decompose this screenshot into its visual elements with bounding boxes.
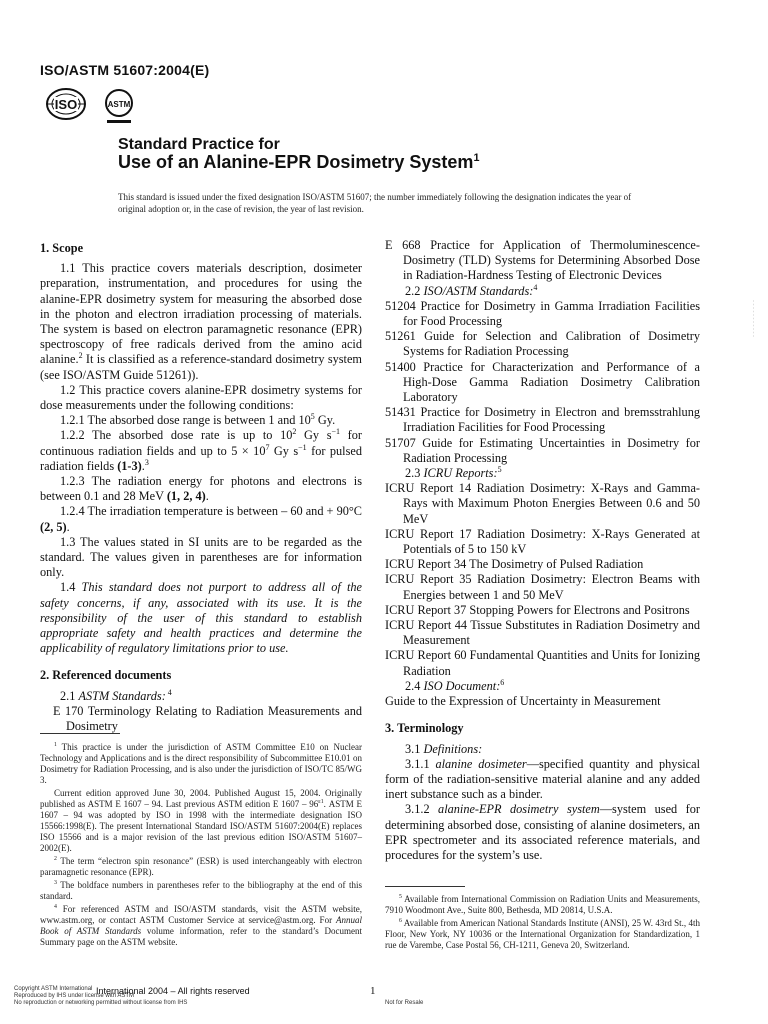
ref-icru-34: ICRU Report 34 The Dosimetry of Pulsed Radiation: [385, 557, 644, 572]
title-footnote-ref: 1: [473, 152, 480, 164]
footnote-5: $^5$ Available from International Commission on Radiation Units and Measurements, 7910 Woodmont Ave., Suite 800, Bethesda, MD 20814, U.S.A.: [385, 894, 700, 915]
astm-logo-text: ASTM: [107, 100, 131, 109]
designation-notice: This standard is issued under the fixed designation ISO/ASTM 51607; the number immediately following the designation indicates the year of original adoption or, in the case of revision, the year of last revision.: [118, 192, 632, 214]
footnote-rule-left: [40, 733, 120, 734]
ref-icru-14: ICRU Report 14 Radiation Dosimetry: X-Rays and Gamma-Rays with Maximum Photon Energies Between 0.6 and 50 MeV: [385, 481, 700, 526]
iso-logo-text: ISO: [54, 97, 78, 112]
ref-icru-44: ICRU Report 44 Tissue Substitutes in Radiation Dosimetry and Measurement: [385, 618, 700, 648]
footnote-rule-right: [385, 886, 465, 887]
copyright-line: International 2004 – All rights reserved: [96, 986, 250, 996]
left-column: [40, 238, 362, 734]
ref-51204: 51204 Practice for Dosimetry in Gamma Irradiation Facilities for Food Processing: [385, 298, 700, 329]
footnote-3: $^3$ The boldface numbers in parentheses refer to the bibliography at the end of this standard.: [40, 880, 362, 901]
document-designation: ISO/ASTM 51607:2004(E): [40, 62, 210, 78]
para-3-1-1: 3.1.1 alanine dosimeter—specified quantity and physical form of the radiation-sensitive material alanine and any added inert substance such as a binder.: [385, 756, 700, 802]
para-3-1-2: 3.1.2 alanine-EPR dosimetry system—system used for determining absorbed dose, consisting of alanine dosimeters, an EPR spectrometer and its associated reference materials, and procedures for the system’s use.: [385, 802, 700, 862]
para-1-2-1: 1.2.1 The absorbed dose range is between 1 and $10^5$ Gy.: [60, 412, 336, 428]
footnote-1: $^1$ This practice is under the jurisdiction of ASTM Committee E10 on Nuclear Technology and Applications and is the direct responsibility of Subcommittee E10.01 on Dosimetry for Radiation Processing, and is also under the jurisdiction of ISO/TC 85/WG 3.: [40, 742, 362, 785]
para-1-2-2: 1.2.2 The absorbed dose rate is up to $10^2$ Gy $s^{-1}$ for continuous radiation fields and up to $5 \times 10^7$ Gy $s^{-1}$ for pulsed radiation fields (1-3).$^3$: [40, 427, 362, 473]
footnotes-right: [385, 894, 700, 953]
ref-51400: 51400 Practice for Characterization and Performance of a High-Dose Gamma Radiation Dosimetry Calibration Laboratory: [385, 359, 700, 405]
astm-logo: [104, 86, 148, 122]
para-2-3: 2.3 ICRU Reports:$^5$: [405, 464, 502, 481]
ref-iso-guide: Guide to the Expression of Uncertainty in Measurement: [385, 694, 661, 709]
footnote-2: $^2$ The term “electron spin resonance” (ESR) is used interchangeably with electron paramagnetic resonance (EPR).: [40, 856, 362, 877]
not-for-resale: Not for Resale: [385, 1000, 424, 1006]
section-2-heading: 2. Referenced documents: [40, 668, 172, 683]
ref-icru-35: ICRU Report 35 Radiation Dosimetry: Electron Beams with Energies between 1 and 50 MeV: [385, 572, 700, 602]
para-3-1: 3.1 Definitions:: [405, 741, 483, 756]
license-notice: Copyright ASTM International Reproduced by IHS under license with ASTM No reproduction or networking permitted without license from IHS: [14, 986, 188, 1006]
para-1-2-3: 1.2.3 The radiation energy for photons and electrons is between 0.1 and 28 MeV (1, 2, 4).: [40, 474, 362, 504]
ref-51707: 51707 Guide for Estimating Uncertainties in Dosimetry for Radiation Processing: [385, 435, 700, 465]
para-2-4: 2.4 ISO Document:$^6$: [405, 677, 505, 693]
title-line-1: Standard Practice for: [118, 136, 280, 153]
ref-e170: E 170 Terminology Relating to Radiation Measurements and Dosimetry: [53, 703, 362, 734]
document-title: Use of an Alanine-EPR Dosimetry System$^1$: [118, 152, 480, 172]
para-2-2: 2.2 ISO/ASTM Standards:$^4$: [405, 282, 538, 298]
footnote-1-edition: Current edition approved June 30, 2004. Published August 15, 2004. Originally published as ASTM E 1607 – 94. Last previous ASTM edition E $1607 - 96^{\varepsilon 1}$. ASTM E 1607 – 94 was adopted by ISO in 1998 with the intermediate designation ISO 15566:1998(E). The present International Standard ISO/ASTM 51607:2004(E) replaces ISO 15566 and is a major revision of the last previous edition ISO/ASTM 51607–2002(E).: [40, 788, 362, 853]
page-number: 1: [370, 985, 376, 997]
para-2-1: 2.1 ASTM Standards: $^4$: [60, 687, 172, 703]
para-1-4: 1.4 This standard does not purport to address all of the safety concerns, if any, associated with its use. It is the responsibility of the user of this standard to establish appropriate safety and health practices and determine the applicability of regulatory limitations prior to use.: [40, 580, 362, 656]
ref-icru-60: ICRU Report 60 Fundamental Quantities and Units for Ionizing Radiation: [385, 648, 700, 678]
para-1-1: 1.1 This practice covers materials description, dosimeter preparation, instrumentation, and procedures for using the alanine-EPR dosimetry system for measuring the absorbed dose in the photon and electron irradiation processing of materials. The system is based on electron paramagnetic resonance (EPR) spectroscopy of free radicals derived from the amino acid alanine.$^2$ It is classified as a reference-standard dosimetry system (see ISO/ASTM Guide 51261)).: [40, 261, 362, 382]
para-1-2: 1.2 This practice covers alanine-EPR dosimetry systems for dose measurements under the following conditions:: [40, 382, 362, 413]
footnotes-left: [40, 742, 362, 950]
para-1-2-4: 1.2.4 The irradiation temperature is between – 60 and + 90°C (2, 5).: [40, 504, 362, 534]
ref-e668: E 668 Practice for Application of Thermoluminescence-Dosimetry (TLD) Systems for Determining Absorbed Dose in Radiation-Hardness Testing of Electronic Devices: [385, 238, 700, 283]
ref-icru-17: ICRU Report 17 Radiation Dosimetry: X-Rays Generated at Potentials of 5 to 150 kV: [385, 526, 700, 557]
iso-logo: [44, 86, 88, 122]
right-column: [385, 238, 700, 863]
ref-51431: 51431 Practice for Dosimetry in Electron and bremsstrahlung Irradiation Facilities for Food Processing: [385, 405, 700, 435]
section-1-heading: 1. Scope: [40, 241, 84, 255]
section-3-heading: 3. Terminology: [385, 721, 464, 736]
footnote-6: $^6$ Available from American National Standards Institute (ANSI), 25 W. 43rd St., 4th Floor, New York, NY 10036 or the International Organization for Standardization, 1 rue de Varembe, Case Postal 56, CH-1211, Geneva 20, Switzerland.: [385, 918, 700, 950]
para-1-3: 1.3 The values stated in SI units are to be regarded as the standard. The values given in parentheses are for information only.: [40, 534, 362, 580]
footnote-4: $^4$ For referenced ASTM and ISO/ASTM standards, visit the ASTM website, www.astm.org, or contact ASTM Customer Service at service@astm.org. For Annual Book of ASTM Standards volume information, refer to the standard’s Document Summary page on the ASTM website.: [40, 904, 362, 947]
ref-icru-37: ICRU Report 37 Stopping Powers for Electrons and Positrons: [385, 602, 690, 617]
ref-51261: 51261 Guide for Selection and Calibration of Dosimetry Systems for Radiation Processing: [385, 329, 700, 359]
edge-marks: - - - - - - - - - - -: [750, 300, 756, 337]
